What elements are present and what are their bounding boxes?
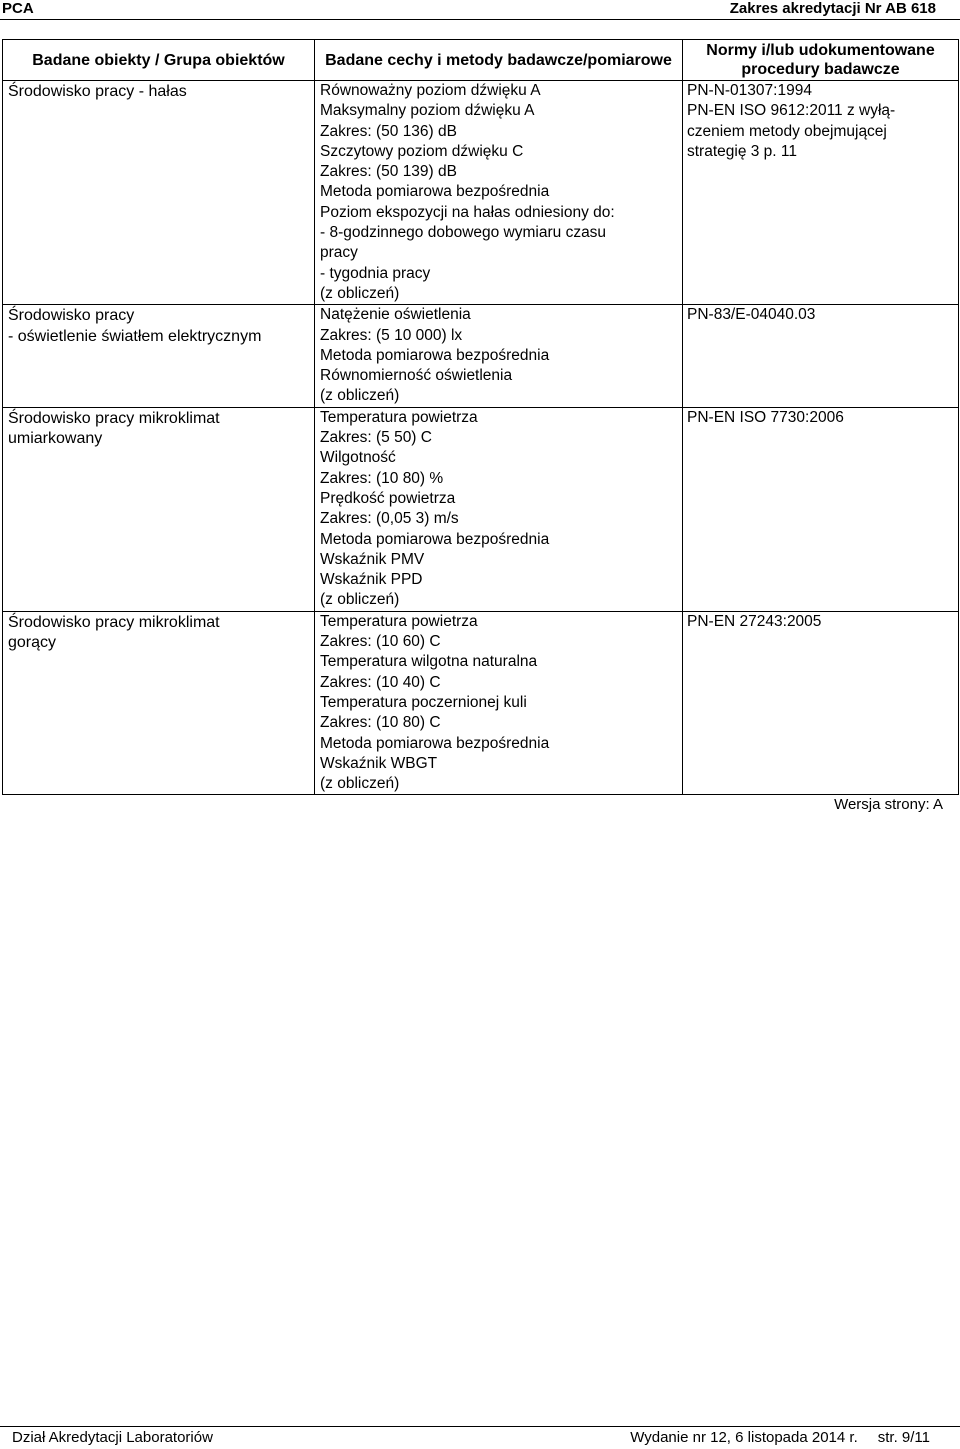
method-line: Zakres: (10 80) % [320,469,444,487]
object-cell [3,611,315,795]
norm-line: PN-N-01307:1994 [687,82,812,99]
page-footer [0,1426,960,1447]
norm-line: PN-EN 27243:2005 [687,612,822,630]
method-line: (z obliczeń) [320,387,400,405]
method-line: Wilgotność [320,449,396,467]
method-line: Zakres: (10 60) C [320,633,441,651]
method-line: Zakres: (50 139) dB [320,163,457,181]
object-cell [3,81,315,305]
method-line: - tygodnia pracy [320,264,431,282]
method-line: Zakres: (5 50) C [320,429,432,447]
footer-page-number: str. 9/11 [877,1429,930,1446]
col-header-methods: Badane cechy i metody badawcze/pomiarowe [315,40,683,81]
col-header-objects: Badane obiekty / Grupa obiektów [3,40,315,81]
method-line: Temperatura wilgotna naturalna [320,653,538,671]
norm-cell [683,305,959,407]
object-line: gorący [8,634,57,652]
method-line: Temperatura powietrza [320,612,478,630]
method-cell [315,305,683,366]
table-row [3,611,959,754]
object-cell [3,305,315,407]
method-line: Natężenie oświetlenia [320,306,471,324]
norm-line: PN-83/E-04040.03 [687,306,816,324]
method-line: Szczytowy poziom dźwięku C [320,142,524,160]
table-row [3,81,959,203]
method-cell [315,366,683,407]
footer-edition: Wydanie nr 12, 6 listopada 2014 r. [630,1429,858,1446]
norm-cell [683,407,959,611]
method-line: (z obliczeń) [320,591,400,609]
method-line: Zakres: (50 136) dB [320,122,457,140]
object-line: Środowisko pracy - hałas [8,83,187,100]
page-header [0,0,960,20]
method-line: Prędkość powietrza [320,489,456,507]
method-line: Wskaźnik WBGT [320,754,438,772]
method-line: - 8-godzinnego dobowego wymiaru czasu [320,224,607,242]
norm-cell [683,611,959,795]
method-line: Metoda pomiarowa bezpośrednia [320,346,550,364]
method-line: Zakres: (10 80) C [320,714,441,732]
method-line: Metoda pomiarowa bezpośrednia [320,734,550,752]
method-cell [315,754,683,795]
method-line: pracy [320,244,358,262]
method-cell [315,611,683,754]
norm-line: strategię 3 p. 11 [687,142,798,160]
method-line: Metoda pomiarowa bezpośrednia [320,530,550,548]
object-line: Środowisko pracy mikroklimat [8,613,220,631]
object-line: Środowisko pracy mikroklimat [8,409,220,427]
method-line: Zakres: (5 10 000) lx [320,326,463,344]
method-line: Maksymalny poziom dźwięku A [320,102,535,120]
method-cell [315,203,683,305]
method-line: (z obliczeń) [320,775,400,793]
norm-line: czeniem metody obejmującej [687,122,887,140]
header-title: Zakres akredytacji Nr AB 618 [729,0,936,17]
method-line: Równoważny poziom dźwięku A [320,82,541,99]
method-line: Wskaźnik PMV [320,550,425,568]
method-line: (z obliczeń) [320,284,400,302]
method-line: Temperatura poczernionej kuli [320,693,527,711]
method-line: Zakres: (0,05 3) m/s [320,510,459,528]
footer-department: Dział Akredytacji Laboratoriów [12,1429,213,1446]
method-line: Równomierność oświetlenia [320,367,513,385]
method-line: Poziom ekspozycji na hałas odniesiony do: [320,203,615,221]
table-row [3,305,959,366]
method-line: Metoda pomiarowa bezpośrednia [320,183,550,201]
table-header-row [3,40,959,81]
norm-line: PN-EN ISO 9612:2011 z wyłą- [687,102,896,120]
object-cell [3,407,315,611]
col-header-norms: Normy i/lub udokumentowane procedury badawcze [683,40,959,81]
method-cell [315,550,683,611]
norm-cell [683,81,959,305]
method-cell [315,81,683,203]
object-line: umiarkowany [8,430,103,448]
page-version: Wersja strony: A [834,796,943,813]
method-line: Zakres: (10 40) C [320,673,441,691]
table-row [3,407,959,550]
method-cell [315,407,683,550]
method-line: Wskaźnik PPD [320,571,423,589]
norm-line: PN-EN ISO 7730:2006 [687,408,844,426]
object-line: Środowisko pracy [8,307,135,325]
header-org: PCA [2,0,34,17]
method-line: Temperatura powietrza [320,408,478,426]
footer-right [630,1427,930,1449]
accreditation-table [2,39,959,795]
object-line: - oświetlenie światłem elektrycznym [8,327,262,345]
